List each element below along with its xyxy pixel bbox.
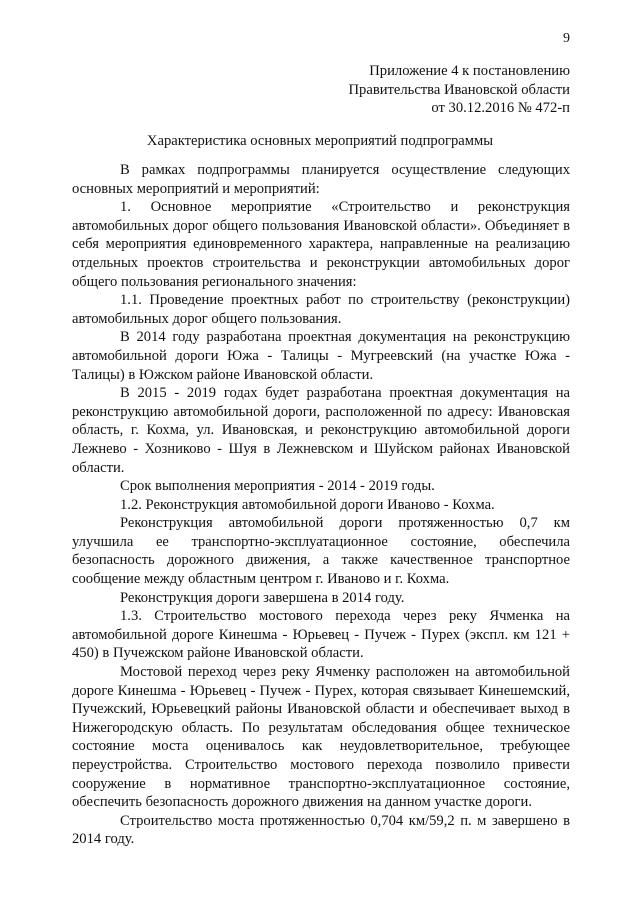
paragraph: В 2015 - 2019 годах будет разработана проектная документация на реконструкцию автомобильной дороги, расположенной по адресу: Ивановская область, г. Кохма, ул. Ивановская, и реконструкцию автомобильной дороги Лежнево - Хозниково - Шуя в Лежневском и Шуйском районах Ивановской области. (72, 385, 570, 476)
paragraph: 1. Основное мероприятие «Строительство и реконструкция автомобильных дорог общего пользования Ивановской области». Объединяет в себя мероприятия единовременного характера, направленные на реализацию отдельных проектов строительства и реконструкции автомобильных дорог общего пользования регионального значения: (72, 199, 570, 290)
document-title: Характеристика основных мероприятий подпрограммы (146, 133, 494, 149)
appendix-line-2: Правительства Ивановской области (348, 81, 570, 98)
paragraph: В 2014 году разработана проектная документация на реконструкцию автомобильной дороги Южа - Талицы - Мугреевский (на участке Южа - Талицы) в Южском районе Ивановской области. (72, 329, 570, 383)
page-number: 9 (563, 31, 570, 46)
paragraph: 1.2. Реконструкция автомобильной дороги Иваново - Кохма. (120, 496, 495, 513)
paragraph: Реконструкция автомобильной дороги протяженностью 0,7 км улучшила ее транспортно-эксплуатационное состояние, обеспечила безопасность дорожного движения, а также качественное транспортное сообщение между областным центром г. Иваново и г. Кохма. (72, 515, 570, 588)
appendix-header (349, 62, 570, 118)
document-body (72, 161, 570, 849)
paragraph: Срок выполнения мероприятия - 2014 - 2019 годы. (120, 478, 435, 495)
paragraph: Реконструкция дороги завершена в 2014 году. (120, 589, 405, 606)
appendix-line-1: Приложение 4 к постановлению (369, 63, 570, 79)
paragraph: 1.3. Строительство мостового перехода через реку Ячменка на автомобильной дороге Кинешма - Юрьевец - Пучеж - Пурех (экспл. км 121 + 450) в Пучежском районе Ивановской области. (72, 608, 570, 662)
paragraph: Мостовой переход через реку Ячменку расположен на автомобильной дороге Кинешма - Юрьевец - Пучеж - Пурех, которая связывает Кинешемский, Пучежский, Юрьевецкий районы Ивановской области и обеспечивает выход в Нижегородскую область. По результатам обследования общее техническое состояние моста оценивалось как неудовлетворительное, требующее переустройства. Строительство мостового перехода позволило привести сооружение в нормативное транспортно-эксплуатационное состояние, обеспечить безопасность дорожного движения на данном участке дороги. (72, 664, 570, 811)
paragraph: Строительство моста протяженностью 0,704 км/59,2 п. м завершено в 2014 году. (72, 812, 570, 848)
paragraph: В рамках подпрограммы планируется осуществление следующих основных мероприятий и мероприятий: (72, 162, 570, 197)
appendix-line-3: от 30.12.2016 № 472-п (431, 100, 570, 117)
paragraph: 1.1. Проведение проектных работ по строительству (реконструкции) автомобильных дорог общего пользования. (72, 292, 570, 327)
